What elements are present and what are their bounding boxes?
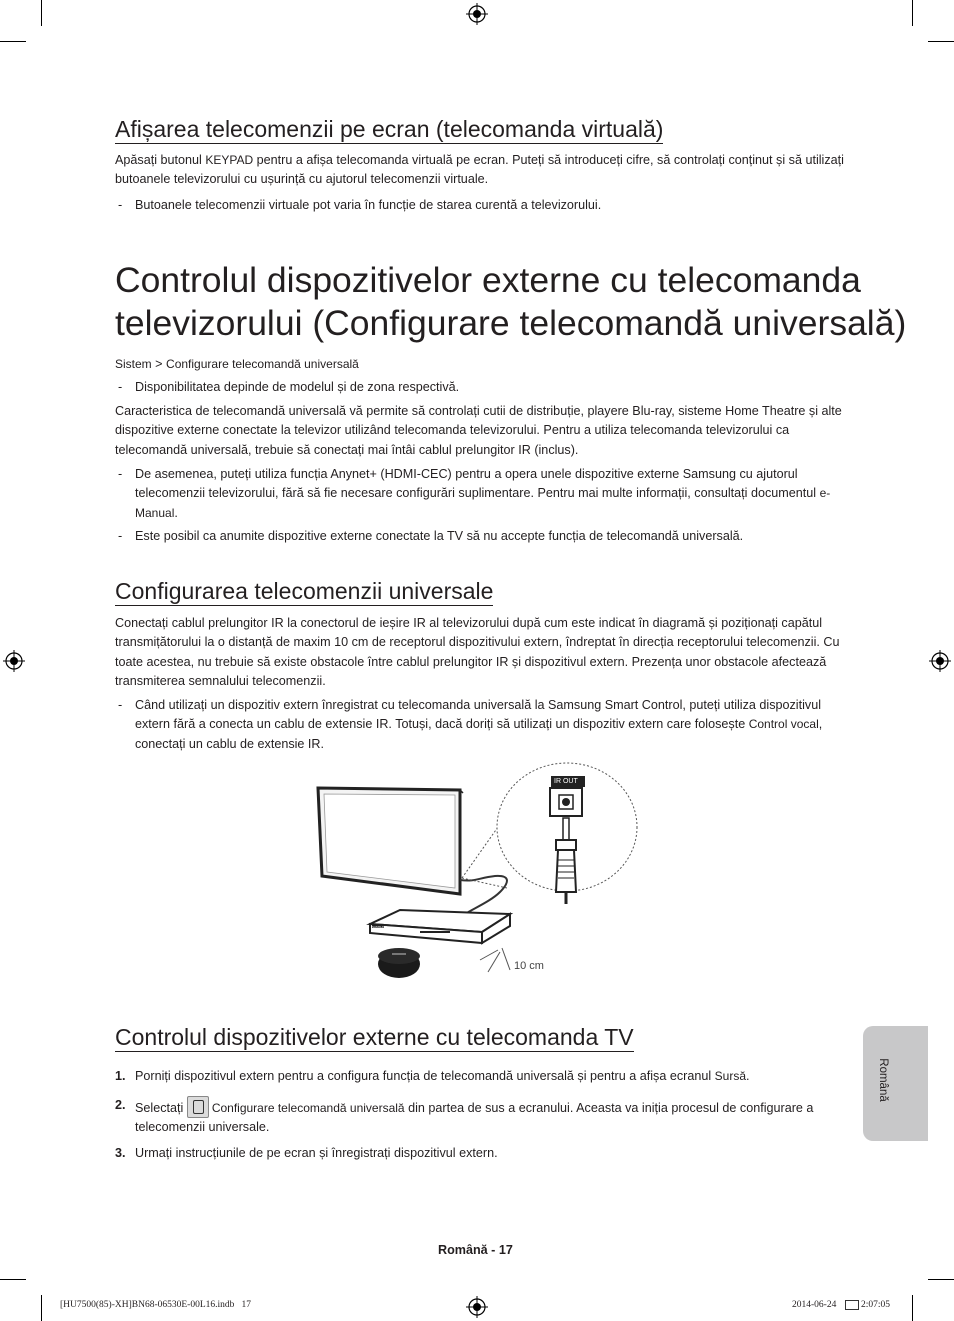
step-1 (135, 1067, 845, 1086)
device-brand-label: SAMSUNG (372, 925, 388, 929)
distance-marker (480, 950, 498, 960)
registration-mark-icon (3, 650, 25, 672)
crop-mark (0, 41, 26, 42)
menu-path-separator: > (151, 357, 167, 371)
step-text: Porniți dispozitivul extern pentru a configura funcția de telecomandă universală și pentru a afișa ecranul (135, 1069, 715, 1083)
bullet-text: De asemenea, puteți utiliza funcția Anynet+ (HDMI-CEC) pentru a opera unele dispozitive externe Samsung cu ajutorul telecomenzii televizorului, fără să fie necesare configurări suplimentare. Pentru mai multe informații, consultați documentul (135, 467, 820, 501)
step-number: 3. (115, 1146, 126, 1160)
universal-remote-setup-icon (187, 1096, 209, 1118)
availability-note: Disponibilitatea depinde de modelul și de zona respectivă. (135, 380, 460, 394)
paragraph-universal-remote: Caracteristica de telecomandă universală vă permite să controlați cutii de distribuție, playere Blu-ray, sisteme Home Theatre și alte dispozitive externe conectate la televizor utilizând telecomanda televizorului. Pentru a utiliza telecomanda televizorului ca telecomandă universală, trebuie să conectați mai întâi cablul prelungitor IR (inclus). (115, 404, 842, 457)
print-time: 2:07:05 (861, 1300, 891, 1310)
print-file-info: [HU7500(85)-XH]BN68-06530E-00L16.indb 17 (60, 1300, 252, 1310)
print-clock-icon (845, 1300, 859, 1310)
crop-mark (0, 1279, 26, 1280)
menu-path (115, 355, 845, 374)
distance-label: 10 cm (514, 960, 544, 972)
step-number: 2. (115, 1098, 126, 1112)
crop-mark (928, 1279, 954, 1280)
bullet-text-end: . (174, 505, 178, 520)
distance-marker (502, 948, 510, 970)
page-number: Română - 17 (438, 1243, 513, 1257)
crop-mark (912, 0, 913, 26)
ir-extender-diagram (310, 760, 640, 990)
ir-blaster-illustration (378, 948, 420, 978)
crop-mark (41, 0, 42, 26)
paragraph-text: pentru a afișa telecomanda virtuală pe ecran. Puteți să introduceți cifre, să controlați conținut și să utilizați butoanele televizorului cu ușurință cu ajutorul telecomenzii virtuale. (115, 153, 844, 187)
zoom-leader-line (462, 827, 498, 878)
source-screen-label: Sursă (714, 1069, 747, 1083)
paragraph-virtual-remote (115, 151, 845, 190)
section-heading-control-external: Controlul dispozitivelor externe cu telecomanda TV (115, 1024, 634, 1050)
registration-mark-icon (466, 3, 488, 25)
bullet-dash: - (118, 467, 123, 481)
ir-out-label: IR OUT (554, 778, 578, 785)
bullet-dash: - (118, 198, 123, 212)
crop-mark (928, 41, 954, 42)
step-3: Urmați instrucțiunile de pe ecran și înregistrați dispozitivul extern. (135, 1146, 498, 1160)
language-side-tab-label: Română (877, 1058, 889, 1102)
menu-path-universal-remote: Configurare telecomandă universală (166, 357, 359, 371)
main-title-line-1: Controlul dispozitivelor externe cu telecomanda (115, 260, 861, 300)
main-title-line-2: televizorului (Configurare telecomandă universală) (115, 303, 907, 343)
bullet-dash: - (118, 380, 123, 394)
step-text: Selectați (135, 1101, 187, 1115)
tv-illustration (318, 788, 463, 894)
step-text: din partea de sus a ecranului. Aceasta va iniția procesul de configurare a telecomenzii universale. (135, 1101, 814, 1135)
step-2 (135, 1096, 845, 1138)
menu-path-system: Sistem (115, 357, 152, 371)
section-heading-virtual-remote: Afișarea telecomenzii pe ecran (telecomanda virtuală) (115, 116, 664, 142)
voice-control-label: Control vocal (748, 717, 819, 732)
registration-mark-icon (929, 650, 951, 672)
main-title (115, 259, 906, 345)
ir-out-jack-icon (550, 788, 582, 816)
external-device-illustration (370, 910, 510, 943)
step-number: 1. (115, 1069, 126, 1083)
emanual-link: e-Manual (135, 486, 831, 520)
print-date: 2014-06-24 (792, 1300, 837, 1310)
bullet-smart-control (135, 696, 845, 754)
language-side-tab (863, 1026, 928, 1141)
crop-mark (41, 1295, 42, 1321)
crop-mark (912, 1295, 913, 1321)
step-text-end: . (746, 1069, 750, 1083)
bullet-anynet (135, 465, 845, 523)
bullet-text: Când utilizați un dispozitiv extern înregistrat cu telecomanda universală la Samsung Smart Control, puteți utiliza dispozitivul extern fără a conecta un cablu de extensie IR. Totuși, dacă doriți să utilizați un dispozitiv extern care folosește (135, 698, 821, 732)
section-heading-configuring: Configurarea telecomenzii universale (115, 578, 494, 604)
bullet-dash: - (118, 698, 123, 712)
paragraph-configuring: Conectați cablul prelungitor IR la conectorul de ieșire IR al televizorului după cum este indicat în diagramă și poziționați capătul transmițătorului la o distanță de maxim 10 cm de receptorul dispozitivului extern, îndreptat în direcția receptorului telecomenzii. Cu toate acestea, nu trebuie să existe obstacole între cablul prelungitor IR și dispozitivul extern. Prezența unor obstacole afectează transmiterea semnalului telecomenzii. (115, 616, 840, 689)
ir-cable (460, 876, 507, 916)
bullet-not-supported: Este posibil ca anumite dispozitive externe conectate la TV să nu accepte funcția de telecomandă universală. (135, 529, 744, 543)
bullet-dash: - (118, 529, 123, 543)
bullet-text-end: , conectați un cablu de extensie IR. (135, 717, 823, 751)
bullet-virtual-remote: Butoanele telecomenzii virtuale pot varia în funcție de starea curentă a televizorului. (135, 198, 602, 212)
paragraph-text: Apăsați butonul (115, 153, 206, 167)
registration-mark-icon (466, 1296, 488, 1318)
keypad-button-label: KEYPAD (205, 153, 254, 167)
universal-remote-setup-label: Configurare telecomandă universală (211, 1101, 405, 1115)
